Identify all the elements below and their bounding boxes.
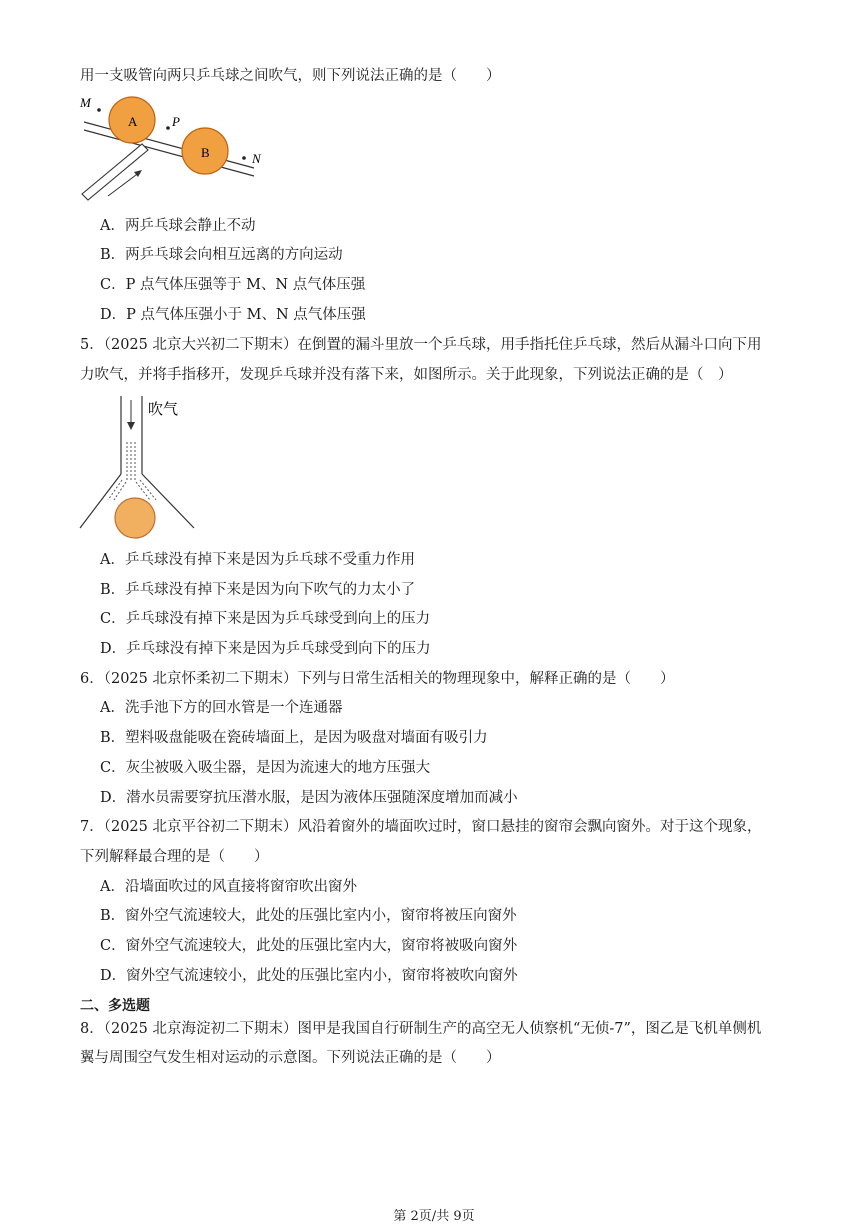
q7-option-c: C．窗外空气流速较大，此处的压强比室内大，窗帘将被吸向窗外 — [100, 938, 518, 954]
q5-ball — [115, 498, 155, 538]
section-title-multiple-choice: 二、多选题 — [80, 998, 150, 1014]
q5-airflow-5 — [114, 482, 126, 500]
q4-option-c: C．P 点气体压强等于 M、N 点气体压强 — [100, 277, 366, 293]
q8-stem-line2: 翼与周围空气发生相对运动的示意图。下列说法正确的是（ ） — [80, 1050, 501, 1066]
q7-option-a: A．沿墙面吹过的风直接将窗帘吹出窗外 — [100, 879, 357, 895]
q5-airflow-6 — [140, 480, 156, 500]
q4-point-p — [166, 126, 170, 130]
q4-label-a: A — [128, 114, 138, 129]
q4-option-d: D．P 点气体压强小于 M、N 点气体压强 — [100, 307, 366, 323]
q4-point-n — [242, 156, 246, 160]
q5-arrow-head — [127, 422, 135, 430]
q7-stem-line2: 下列解释最合理的是（ ） — [80, 849, 269, 865]
q5-stem-line1: 5．（2025 北京大兴初二下期末）在倒置的漏斗里放一个乒乓球，用手指托住乒乓球，然后从漏斗口向下用 — [80, 337, 762, 353]
q4-option-b: B．两乒乓球会向相互远离的方向运动 — [100, 247, 343, 263]
q5-option-d: D．乒乓球没有掉下来是因为乒乓球受到向下的压力 — [100, 641, 431, 657]
q5-airflow-7 — [136, 482, 150, 500]
q7-stem-line1: 7．（2025 北京平谷初二下期末）风沿着窗外的墙面吹过时，窗口悬挂的窗帘会飘向窗外。对于这个现象， — [80, 819, 762, 835]
q5-option-b: B．乒乓球没有掉下来是因为向下吹气的力太小了 — [100, 582, 416, 598]
q5-blow-label: 吹气 — [148, 402, 179, 418]
q6-option-b: B．塑料吸盘能吸在瓷砖墙面上，是因为吸盘对墙面有吸引力 — [100, 730, 488, 746]
page-number: 第 2页/共 9页 — [393, 1209, 475, 1224]
q6-stem: 6．（2025 北京怀柔初二下期末）下列与日常生活相关的物理现象中，解释正确的是（ ） — [80, 671, 675, 687]
q5-stem-line2: 力吹气，并将手指移开，发现乒乓球并没有落下来，如图所示。关于此现象，下列说法正确的是（ ） — [80, 367, 733, 383]
q4-figure — [78, 92, 278, 207]
q4-point-m — [97, 108, 101, 112]
q4-label-p: P — [172, 114, 180, 129]
q4-stem: 用一支吸管向两只乒乓球之间吹气，则下列说法正确的是（ ） — [80, 68, 501, 84]
q4-label-b: B — [201, 145, 210, 160]
q4-option-a: A．两乒乓球会静止不动 — [100, 218, 256, 234]
q8-stem-line1: 8．（2025 北京海淀初二下期末）图甲是我国自行研制生产的高空无人侦察机“无侦-7”，图乙是飞机单侧机 — [80, 1021, 762, 1037]
q5-option-c: C．乒乓球没有掉下来是因为乒乓球受到向上的压力 — [100, 611, 431, 627]
q5-airflow-4 — [108, 480, 122, 500]
q5-figure — [78, 394, 208, 544]
q6-option-d: D．潜水员需要穿抗压潜水服，是因为液体压强随深度增加而减小 — [100, 790, 518, 806]
q7-option-b: B．窗外空气流速较大，此处的压强比室内小，窗帘将被压向窗外 — [100, 908, 517, 924]
q7-option-d: D．窗外空气流速较小，此处的压强比室内小，窗帘将被吹向窗外 — [100, 968, 518, 984]
q6-option-a: A．洗手池下方的回水管是一个连通器 — [100, 700, 343, 716]
q5-option-a: A．乒乓球没有掉下来是因为乒乓球不受重力作用 — [100, 552, 415, 568]
q4-label-n: N — [252, 151, 261, 166]
q4-label-m: M — [80, 95, 91, 110]
q6-option-c: C．灰尘被吸入吸尘器，是因为流速大的地方压强大 — [100, 760, 431, 776]
